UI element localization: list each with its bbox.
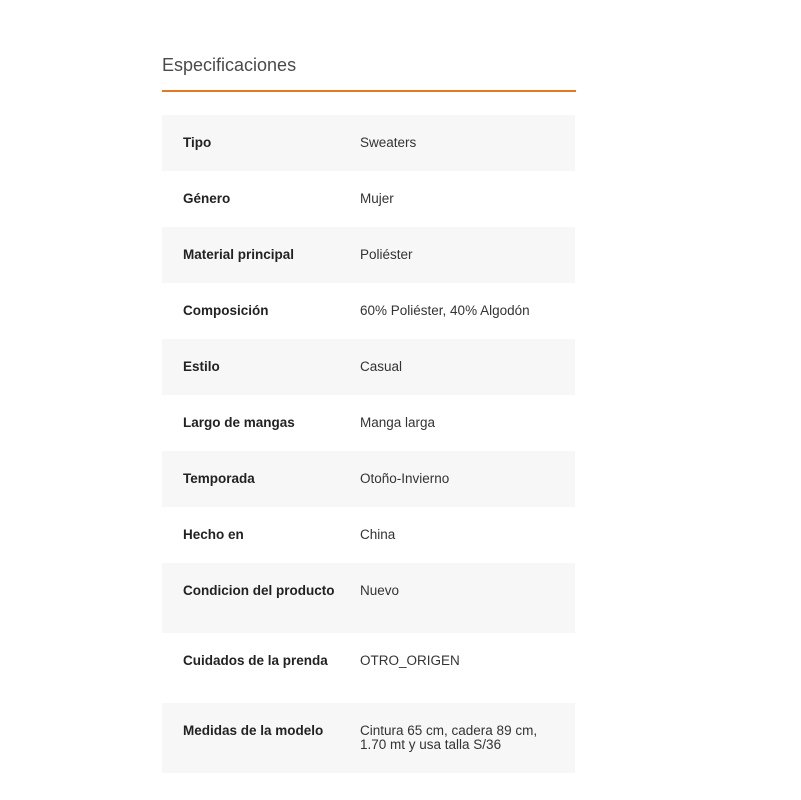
spec-row-largo-de-mangas [162,395,575,451]
spec-row-composicion [162,283,575,339]
spec-label: Estilo [183,359,220,374]
section-title: Especificaciones [162,55,297,75]
spec-label: Largo de mangas [183,415,295,430]
spec-label: Composición [183,303,269,318]
spec-row-material-principal [162,227,575,283]
spec-value: Nuevo [360,583,400,598]
spec-label: Tipo [183,135,212,150]
spec-value: Otoño-Invierno [360,471,450,486]
spec-label: Hecho en [183,527,244,542]
spec-value: Mujer [360,191,394,206]
spec-row-condicion-del-producto [162,563,575,633]
spec-label: Medidas de la modelo [183,723,324,738]
spec-label: Material principal [183,247,295,262]
spec-label: Cuidados de la prenda [183,653,328,668]
spec-value: Casual [360,359,403,374]
spec-value: Cintura 65 cm, cadera 89 cm, 1.70 mt y usa talla S/36 [360,723,538,752]
spec-label: Género [183,191,231,206]
spec-value: 60% Poliéster, 40% Algodón [360,303,530,318]
spec-value: OTRO_ORIGEN [360,653,460,668]
spec-row-hecho-en [162,507,575,563]
spec-value: Manga larga [360,415,436,430]
spec-row-cuidados-de-la-prenda [162,633,575,703]
spec-row-temporada [162,451,575,507]
specifications-table [162,115,575,773]
spec-row-genero [162,171,575,227]
spec-value: China [360,527,396,542]
spec-row-estilo [162,339,575,395]
title-underline [162,90,576,92]
spec-row-tipo [162,115,575,171]
spec-label: Condicion del producto [183,583,335,598]
spec-value: Sweaters [360,135,417,150]
spec-row-medidas-de-la-modelo [162,703,575,773]
spec-value: Poliéster [360,247,413,262]
spec-label: Temporada [183,471,255,486]
specifications-section [162,50,576,773]
